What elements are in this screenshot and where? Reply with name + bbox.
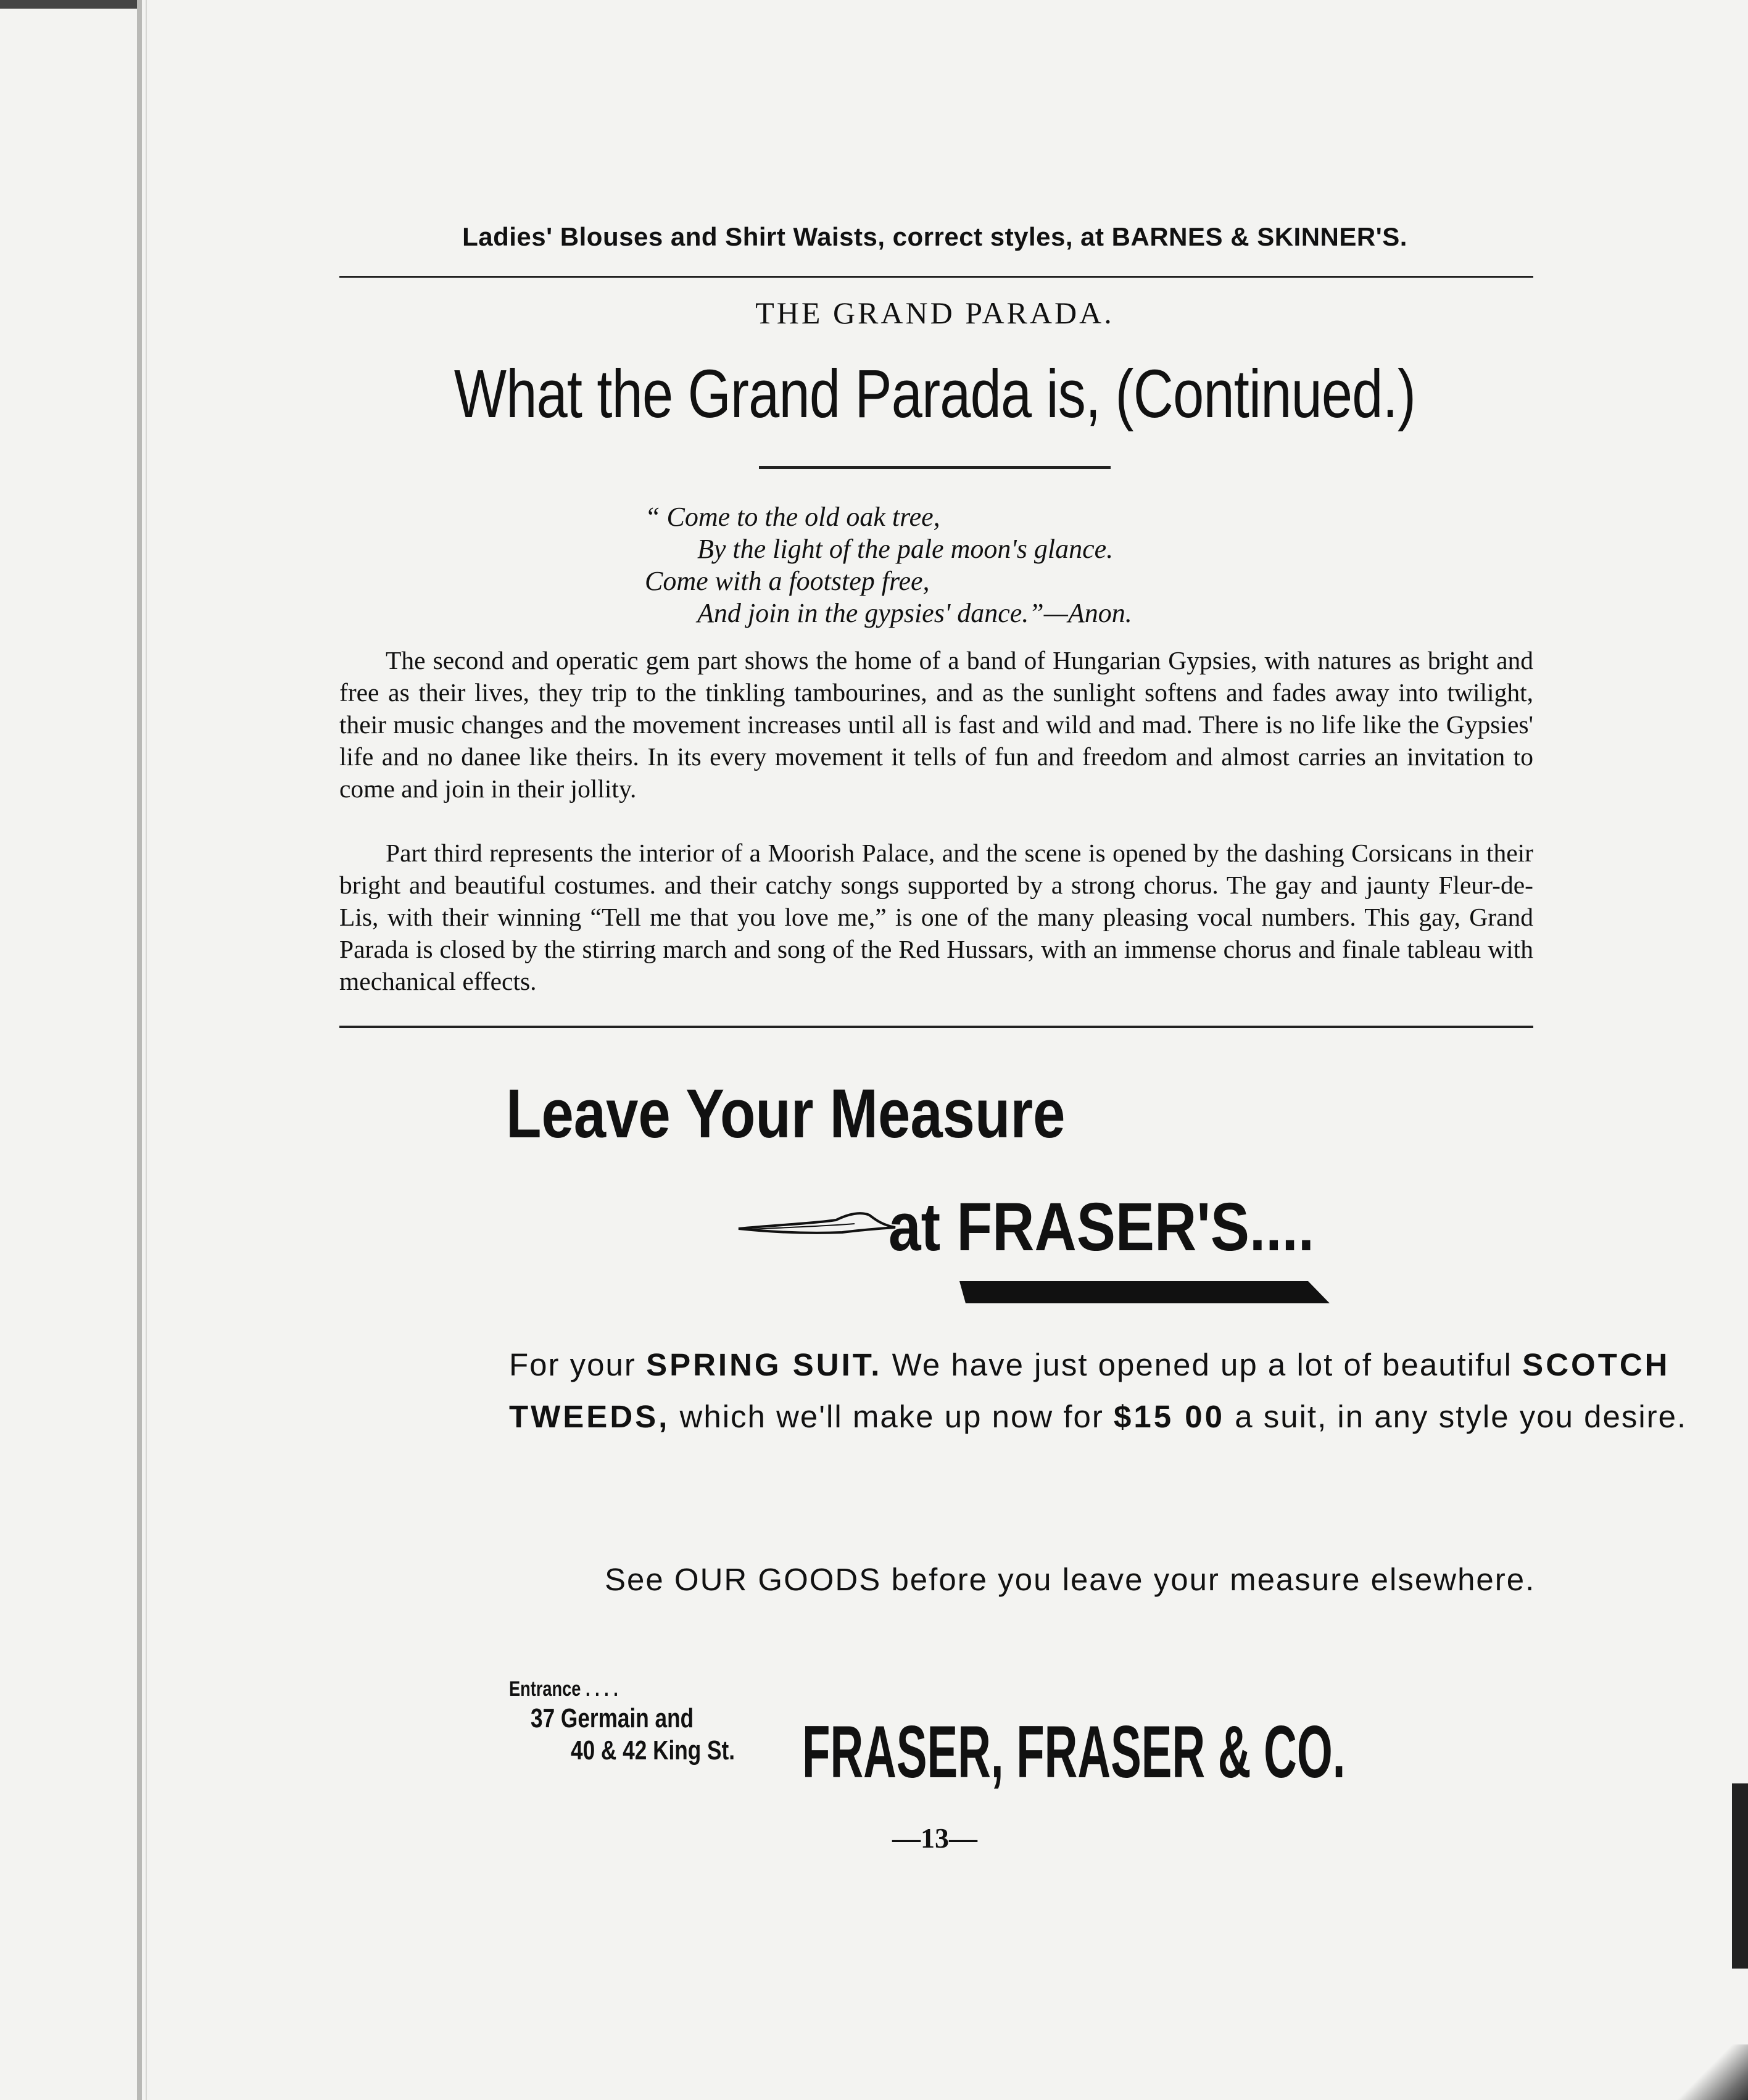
article-paragraph	[339, 644, 1533, 805]
page-corner-curl	[1674, 2044, 1748, 2100]
advert-body-emphasis: SCOTCH TWEEDS,	[509, 1347, 1670, 1434]
decorative-swash-icon	[737, 1206, 898, 1243]
advert-body-text: a suit, in any style you desire.	[1225, 1399, 1688, 1434]
entrance-label: Entrance . . . .	[509, 1677, 618, 1701]
article-paragraph	[339, 837, 1533, 997]
header-rule	[339, 276, 1533, 278]
advert-body	[509, 1339, 1700, 1443]
page-title: What the Grand Parada is, (Continued.)	[454, 356, 1416, 432]
advert-body-text: We have just opened up a lot of beautiful	[882, 1347, 1523, 1382]
section-divider	[339, 1026, 1533, 1028]
section-title: THE GRAND PARADA.	[755, 296, 1114, 330]
binding-edge-top	[0, 0, 142, 9]
advert-closing-text: See OUR GOODS before you leave your measure elsewhere.	[605, 1562, 1536, 1597]
poem-epigraph	[645, 501, 1132, 629]
decorative-bar	[959, 1281, 1330, 1303]
firm-name: FRASER, FRASER & CO.	[802, 1711, 1346, 1793]
advert-subheadline: at FRASER'S....	[888, 1189, 1315, 1265]
page-edge-mark	[1732, 1783, 1748, 1969]
advert-headline: Leave Your Measure	[506, 1075, 1066, 1152]
address-line: 37 Germain and	[531, 1703, 694, 1733]
advert-body-text: For your	[509, 1347, 647, 1382]
binding-edge-shadow	[146, 0, 147, 2100]
document-page	[333, 0, 1688, 2100]
running-advert-line: Ladies' Blouses and Shirt Waists, correct styles, at BARNES & SKINNER'S.	[462, 222, 1407, 251]
advert-body-emphasis: SPRING SUIT.	[646, 1347, 882, 1382]
poem-line: And join in the gypsies' dance.”—Anon.	[697, 598, 1132, 628]
paragraph-text: Part third represents the interior of a Moorish Palace, and the scene is opened by the dashing Corsicans in their bright and beautiful costumes. and their catchy songs supported by a strong chorus. The gay and jaunty Fleur-de-Lis, with their winning “Tell me that you love me,” is one of the many pleasing vocal numbers. This gay, Grand Parada is closed by the stirring march and song of the Red Hussars, with an immense chorus and finale tableau with mechanical effects.	[339, 839, 1533, 995]
address-line: 40 & 42 King St.	[571, 1735, 735, 1766]
poem-line: “ Come to the old oak tree,	[645, 502, 940, 532]
poem-line: Come with a footstep free,	[645, 566, 930, 596]
advert-body-text: which we'll make up now for	[669, 1399, 1114, 1434]
page-number: —13—	[892, 1822, 977, 1854]
advert-closing	[509, 1554, 1700, 1606]
advert-price: $15 00	[1114, 1399, 1225, 1434]
title-underline	[759, 466, 1111, 469]
binding-edge-left	[137, 0, 142, 2100]
poem-line: By the light of the pale moon's glance.	[697, 534, 1114, 564]
paragraph-text: The second and operatic gem part shows the home of a band of Hungarian Gypsies, with natures as bright and free as their lives, they trip to the tinkling tambourines, and as the sunlight softens and fades away into twilight, their music changes and the movement increases until all is fast and wild and mad. There is no life like the Gypsies' life and no danee like theirs. In its every movement it tells of fun and freedom and almost carries an invitation to come and join in their jollity.	[339, 646, 1533, 803]
